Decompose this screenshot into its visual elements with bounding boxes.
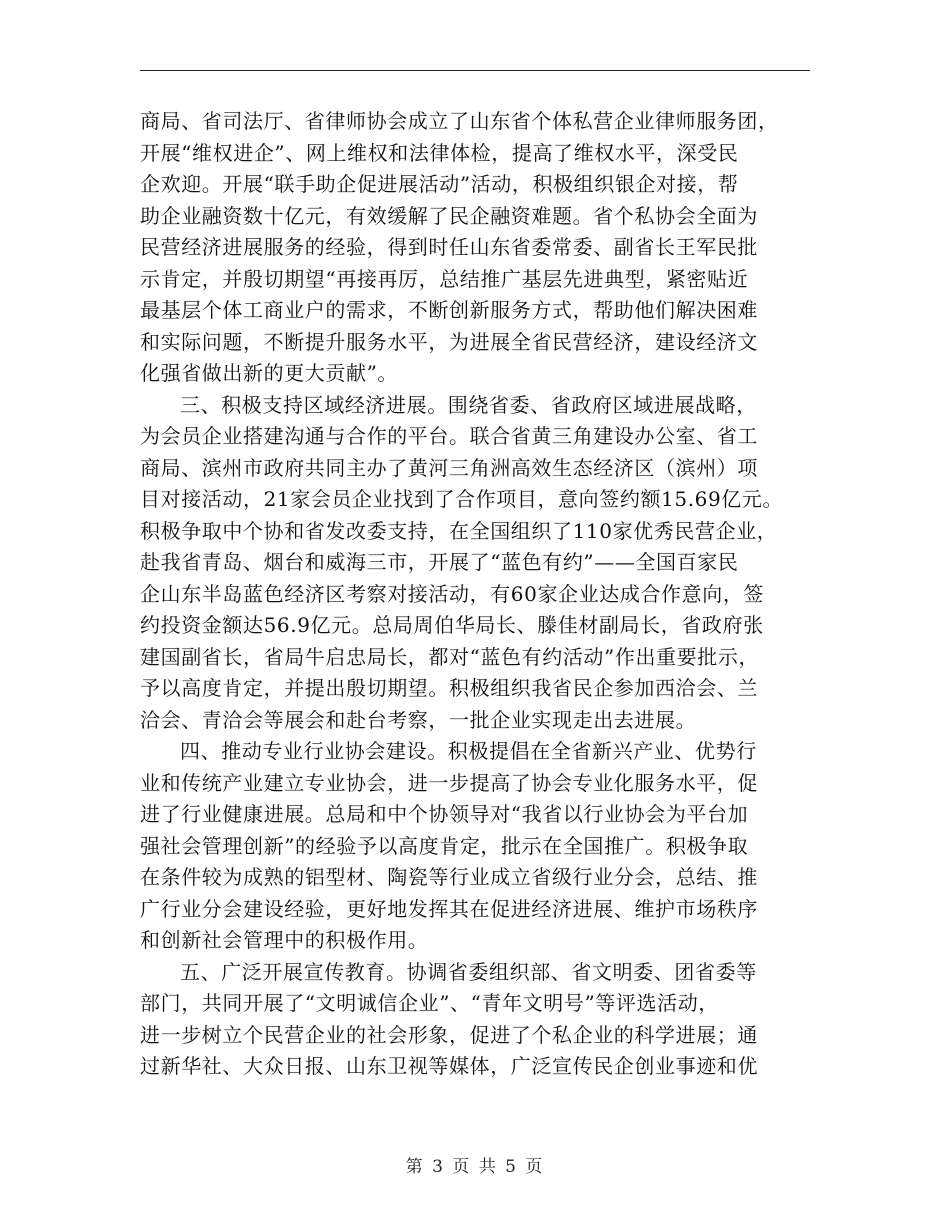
text-line: 目对接活动，21家会员企业找到了合作项目，意向签约额15.69亿元。 <box>140 487 784 511</box>
text-line: 商局、滨州市政府共同主办了黄河三角洲高效生态经济区（滨州）项 <box>140 455 758 480</box>
text-line: 企山东半岛蓝色经济区考察对接活动，有60家企业达成合作意向，签 <box>140 581 765 606</box>
paragraph-first-line: 五、广泛开展宣传教育。协调省委组织部、省文明委、团省委等 <box>180 959 757 984</box>
text-line: 积极争取中个协和省发改委支持，在全国组织了110家优秀民营企业， <box>140 518 778 543</box>
text-line: 助企业融资数十亿元，有效缓解了民企融资难题。省个私协会全面为 <box>140 203 758 228</box>
text-line: 示肯定，并殷切期望“再接再厉，总结推广基层先进典型，紧密贴近 <box>140 266 749 291</box>
text-line: 建国副省长，省局牛启忠局长，都对“蓝色有约活动”作出重要批示， <box>140 644 760 669</box>
paragraph-first-line: 四、推动专业行业协会建设。积极提倡在全省新兴产业、优势行 <box>180 739 757 763</box>
text-line: 为会员企业搭建沟通与合作的平台。联合省黄三角建设办公室、省工 <box>140 424 758 448</box>
text-line: 业和传统产业建立专业协会，进一步提高了协会专业化服务水平，促 <box>140 770 758 795</box>
text-line: 在条件较为成熟的铝型材、陶瓷等行业成立省级行业分会，总结、推 <box>140 865 758 889</box>
text-line: 过新华社、大众日报、山东卫视等媒体，广泛宣传民企创业事迹和优 <box>140 1054 758 1078</box>
text-line: 部门，共同开展了“文明诚信企业”、“青年文明号”等评选活动， <box>140 991 719 1015</box>
text-line: 予以高度肯定，并提出殷切期望。积极组织我省民企参加西洽会、兰 <box>140 676 758 700</box>
text-line: 赴我省青岛、烟台和威海三市，开展了“蓝色有约”——全国百家民 <box>140 550 739 574</box>
text-line: 进了行业健康进展。总局和中个协领导对“我省以行业协会为平台加 <box>140 802 749 826</box>
text-line: 进一步树立个民营企业的社会形象，促进了个私企业的科学进展；通 <box>140 1022 758 1047</box>
text-line: 和实际问题，不断提升服务水平，为进展全省民营经济，建设经济文 <box>140 329 758 354</box>
header-rule <box>140 70 810 71</box>
text-line: 约投资金额达56.9亿元。总局周伯华局长、滕佳材副局长，省政府张 <box>140 613 764 637</box>
text-line: 民营经济进展服务的经验，得到时任山东省委常委、副省长王军民批 <box>140 235 758 259</box>
text-line: 和创新社会管理中的积极作用。 <box>140 928 429 952</box>
text-line: 广行业分会建设经验，更好地发挥其在促进经济进展、维护市场秩序 <box>140 896 758 921</box>
text-line: 商局、省司法厅、省律师协会成立了山东省个体私营企业律师服务团， <box>140 109 779 133</box>
document-body <box>140 106 810 1083</box>
text-line: 企欢迎。开展“联手助企促进展活动”活动，积极组织银企对接，帮 <box>140 172 739 196</box>
text-line: 开展“维权进企”、网上维权和法律体检，提高了维权水平，深受民 <box>140 140 739 165</box>
paragraph-first-line: 三、积极支持区域经济进展。围绕省委、省政府区域进展战略， <box>180 392 757 417</box>
text-line: 化强省做出新的更大贡献”。 <box>140 361 399 385</box>
page-footer: 第 3 页 共 5 页 <box>405 1157 545 1177</box>
text-line: 强社会管理创新”的经验予以高度肯定，批示在全国推广。积极争取 <box>140 833 749 858</box>
text-line: 洽会、青洽会等展会和赴台考察，一批企业实现走出去进展。 <box>140 707 697 732</box>
text-line: 最基层个体工商业户的需求，不断创新服务方式，帮助他们解决困难 <box>140 298 758 322</box>
